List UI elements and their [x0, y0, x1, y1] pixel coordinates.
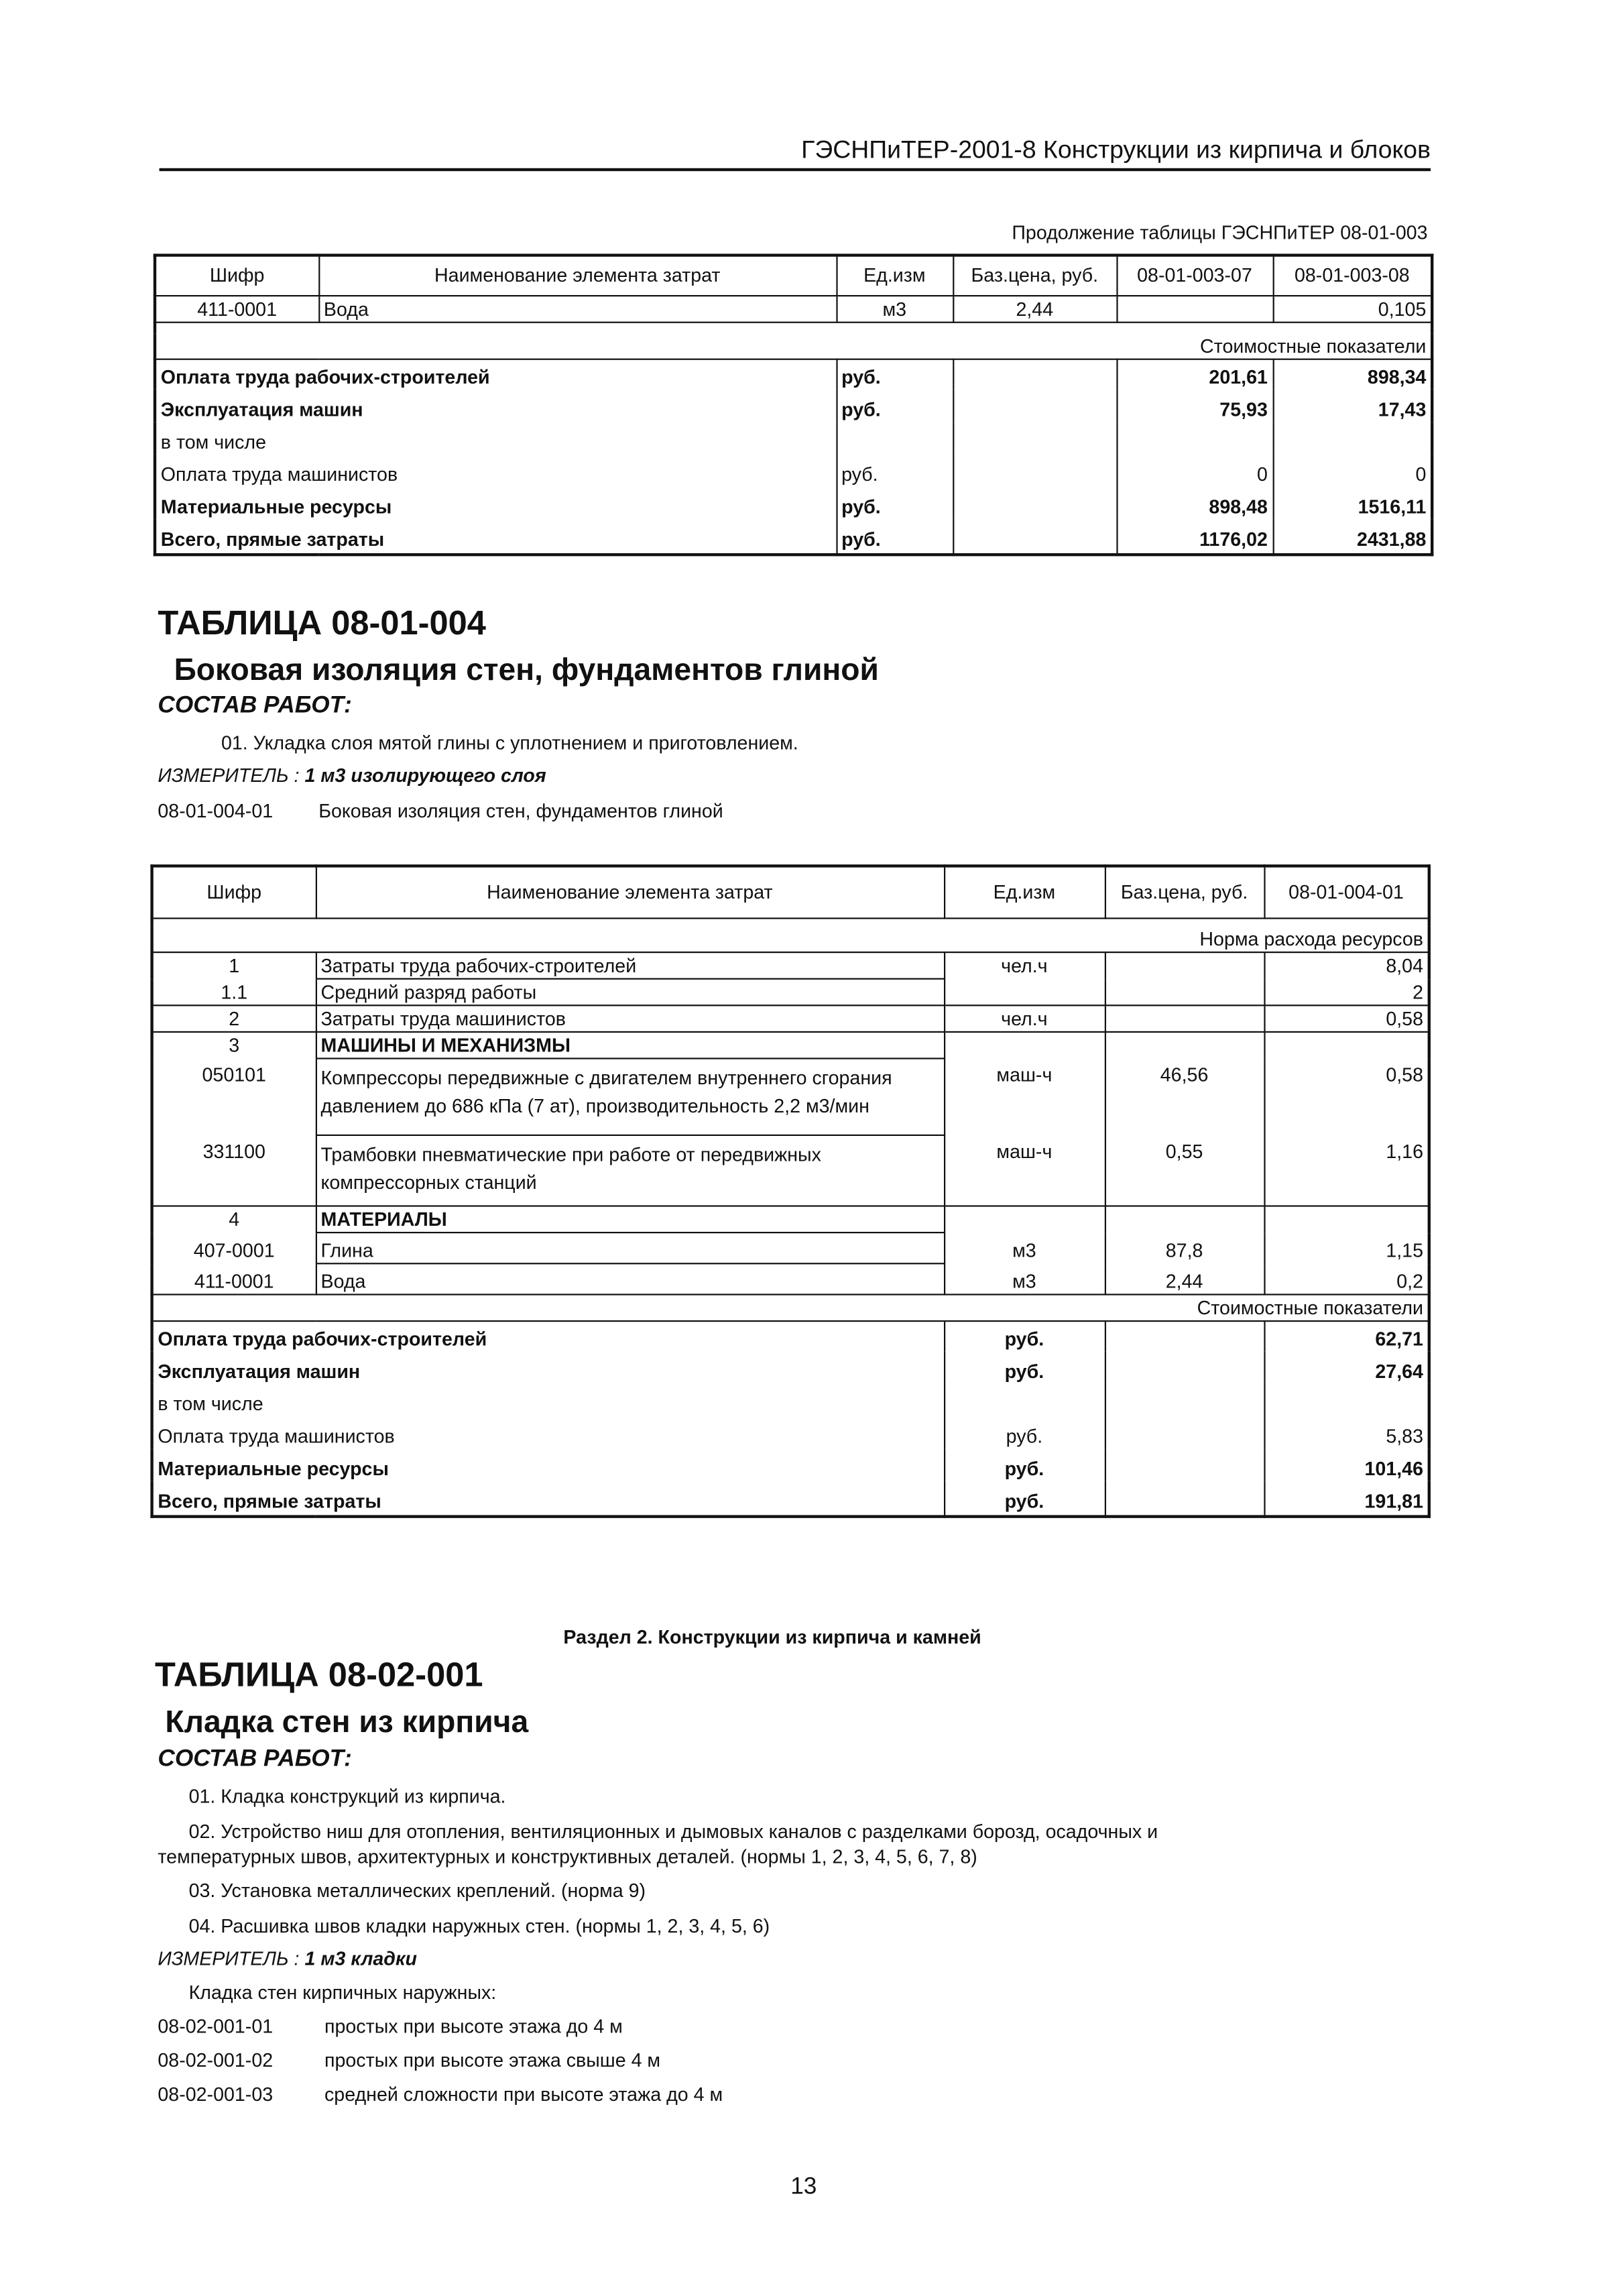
cost-unit: руб. [836, 359, 953, 390]
cost-value-07: 75,93 [1116, 390, 1272, 422]
cost-label: в том числе [152, 1384, 944, 1416]
cost-value [1264, 1384, 1429, 1416]
table-subtitle: Кладка стен из кирпича [165, 1705, 529, 1739]
cost-value-08: 0 [1273, 455, 1433, 487]
measure-line [158, 1947, 417, 1969]
cost-row [152, 1384, 1429, 1416]
cost-row [152, 1481, 1429, 1517]
works-heading: СОСТАВ РАБОТ: [158, 1746, 352, 1772]
cell-section-name: МАТЕРИАЛЫ [316, 1206, 944, 1233]
cost-unit: руб. [836, 519, 953, 555]
table-row [152, 1263, 1429, 1294]
measure-value: 1 м3 кладки [304, 1947, 417, 1969]
cost-price [953, 422, 1116, 454]
cell-code: 1 [152, 952, 316, 979]
cell-code: 407-0001 [152, 1232, 316, 1263]
cost-indicators-label: Стоимостные показатели [155, 333, 1432, 359]
cost-label: Всего, прямые затраты [155, 519, 836, 555]
cost-unit [944, 1384, 1105, 1416]
cell-price: 2,44 [953, 295, 1116, 322]
section-heading: Раздел 2. Конструкции из кирпича и камней [563, 1625, 981, 1648]
cell-value: 2 [1264, 979, 1429, 1006]
cost-price [953, 519, 1116, 555]
cell-code: 411-0001 [155, 295, 318, 322]
cell-price: 2,44 [1105, 1263, 1264, 1294]
table-header-row [152, 866, 1429, 917]
table-title: ТАБЛИЦА 08-02-001 [155, 1655, 483, 1694]
cost-price [1105, 1384, 1264, 1416]
norm-code: 08-02-001-01 [158, 2015, 274, 2038]
cell-code: 411-0001 [152, 1263, 316, 1294]
cell-value: 1,16 [1264, 1135, 1429, 1206]
cost-label: Оплата труда рабочих-строителей [155, 359, 836, 390]
cost-indicators-label: Стоимостные показатели [152, 1295, 1429, 1322]
table-row [152, 1206, 1429, 1233]
cost-value: 101,46 [1264, 1448, 1429, 1481]
col-header-unit: Ед.изм [944, 866, 1105, 917]
col-header-code: Шифр [152, 866, 316, 917]
norm-code: 08-01-004-01 [158, 799, 274, 822]
cell-code: 1.1 [152, 979, 316, 1006]
cell-unit [944, 1206, 1105, 1233]
cell-unit: м3 [944, 1263, 1105, 1294]
cost-row [155, 519, 1432, 555]
list-intro: Кладка стен кирпичных наружных: [188, 1981, 497, 2004]
cost-row [155, 455, 1432, 487]
work-item: 03. Установка металлических креплений. (норма 9) [188, 1879, 646, 1902]
cost-price [1105, 1481, 1264, 1517]
cell-price [1105, 952, 1264, 979]
cost-value: 27,64 [1264, 1351, 1429, 1383]
cost-value-07: 201,61 [1116, 359, 1272, 390]
cost-unit: руб. [944, 1416, 1105, 1448]
measure-label: ИЗМЕРИТЕЛЬ : [158, 1947, 300, 1969]
cell-unit [944, 979, 1105, 1006]
norm-description: простых при высоте этажа свыше 4 м [324, 2049, 661, 2071]
cost-value-08: 1516,11 [1273, 487, 1433, 519]
table-row [152, 1135, 1429, 1206]
cell-value: 0,58 [1264, 1005, 1429, 1032]
col-header-name: Наименование элемента затрат [318, 255, 836, 295]
cost-value-08 [1273, 422, 1433, 454]
table-row [152, 1059, 1429, 1135]
cost-unit: руб. [944, 1351, 1105, 1383]
cost-value-08: 898,34 [1273, 359, 1433, 390]
col-header-unit: Ед.изм [836, 255, 953, 295]
header-rule [160, 168, 1431, 171]
continuation-caption: Продолжение таблицы ГЭСНПиТЕР 08-01-003 [1012, 221, 1428, 243]
norm-header-row [152, 927, 1429, 953]
measure-label: ИЗМЕРИТЕЛЬ : [158, 764, 300, 787]
cost-label: Материальные ресурсы [155, 487, 836, 519]
page-number: 13 [790, 2174, 817, 2200]
col-header-name: Наименование элемента затрат [316, 866, 944, 917]
cell-code: 3 [152, 1032, 316, 1059]
cell-section-name: МАШИНЫ И МЕХАНИЗМЫ [316, 1032, 944, 1059]
cost-row [155, 390, 1432, 422]
cost-price [1105, 1448, 1264, 1481]
cost-row [152, 1351, 1429, 1383]
cost-price [953, 359, 1116, 390]
col-header-code: Шифр [155, 255, 318, 295]
cell-value-07 [1116, 295, 1272, 322]
cost-price [953, 455, 1116, 487]
measure-line [158, 764, 546, 787]
cost-price [1105, 1351, 1264, 1383]
col-header-price: Баз.цена, руб. [1105, 866, 1264, 917]
cost-unit: руб. [944, 1321, 1105, 1351]
norm-description: средней сложности при высоте этажа до 4 м [324, 2083, 723, 2106]
table-header-row [155, 255, 1432, 295]
cell-name: Вода [318, 295, 836, 322]
col-header-price: Баз.цена, руб. [953, 255, 1116, 295]
cell-name: Вода [316, 1263, 944, 1294]
work-item: 04. Расшивка швов кладки наружных стен. (нормы 1, 2, 3, 4, 5, 6) [188, 1914, 770, 1937]
cost-price [953, 487, 1116, 519]
cell-name: Средний разряд работы [316, 979, 944, 1006]
cost-label: Оплата труда машинистов [155, 455, 836, 487]
work-item: 02. Устройство ниш для отопления, вентиляционных и дымовых каналов с разделками борозд, осадочных и [188, 1820, 1158, 1843]
cost-price [1105, 1321, 1264, 1351]
cell-unit: маш-ч [944, 1059, 1105, 1135]
cost-unit: руб. [836, 390, 953, 422]
cell-unit [944, 1032, 1105, 1059]
cell-unit: чел.ч [944, 952, 1105, 979]
cost-label: Оплата труда рабочих-строителей [152, 1321, 944, 1351]
norm-code: 08-02-001-03 [158, 2083, 274, 2106]
cell-price [1105, 979, 1264, 1006]
cell-code: 2 [152, 1005, 316, 1032]
cost-unit: руб. [944, 1481, 1105, 1517]
norm-description: простых при высоте этажа до 4 м [324, 2015, 623, 2038]
cell-unit: чел.ч [944, 1005, 1105, 1032]
cost-value-08: 17,43 [1273, 390, 1433, 422]
cell-value-08: 0,105 [1273, 295, 1433, 322]
work-item-continuation: температурных швов, архитектурных и конструктивных деталей. (нормы 1, 2, 3, 4, 5, 6, 7, 8) [158, 1845, 977, 1868]
table-subtitle: Боковая изоляция стен, фундаментов глиной [174, 653, 879, 688]
table-row [152, 1032, 1429, 1059]
cell-name: Трамбовки пневматические при работе от передвижных компрессорных станций [316, 1135, 944, 1206]
cell-price [1105, 1032, 1264, 1059]
cell-unit: м3 [944, 1232, 1105, 1263]
table-row [152, 1232, 1429, 1263]
cost-row [155, 487, 1432, 519]
cost-label: в том числе [155, 422, 836, 454]
cost-price [1105, 1416, 1264, 1448]
norm-header-label: Норма расхода ресурсов [152, 927, 1429, 953]
cost-value-07 [1116, 422, 1272, 454]
col-header-norm-07: 08-01-003-07 [1116, 255, 1272, 295]
cell-value: 0,2 [1264, 1263, 1429, 1294]
cost-label: Всего, прямые затраты [152, 1481, 944, 1517]
table-row [155, 295, 1432, 322]
cell-value [1264, 1032, 1429, 1059]
works-heading: СОСТАВ РАБОТ: [158, 693, 352, 719]
table-row [152, 1005, 1429, 1032]
cell-name: Глина [316, 1232, 944, 1263]
work-item: 01. Укладка слоя мятой глины с уплотнением и приготовлением. [221, 732, 798, 754]
cell-name: Затраты труда машинистов [316, 1005, 944, 1032]
cell-price: 0,55 [1105, 1135, 1264, 1206]
table-row [152, 952, 1429, 979]
cell-value [1264, 1206, 1429, 1233]
work-item: 01. Кладка конструкций из кирпича. [188, 1785, 506, 1807]
cost-price [953, 390, 1116, 422]
resource-table-08-01-004 [150, 864, 1431, 1518]
cell-code: 4 [152, 1206, 316, 1233]
cost-label: Материальные ресурсы [152, 1448, 944, 1481]
cell-code: 331100 [152, 1135, 316, 1206]
cost-row [155, 359, 1432, 390]
cost-value-07: 1176,02 [1116, 519, 1272, 555]
cost-row [152, 1416, 1429, 1448]
cost-row [155, 422, 1432, 454]
norm-code: 08-02-001-02 [158, 2049, 274, 2071]
cell-value: 1,15 [1264, 1232, 1429, 1263]
cost-unit [836, 422, 953, 454]
cost-unit: руб. [836, 455, 953, 487]
col-header-norm: 08-01-004-01 [1264, 866, 1429, 917]
cost-value: 191,81 [1264, 1481, 1429, 1517]
cell-unit: маш-ч [944, 1135, 1105, 1206]
cost-unit: руб. [836, 487, 953, 519]
cost-label: Эксплуатация машин [152, 1351, 944, 1383]
cost-table-08-01-003 [154, 253, 1434, 556]
cell-price [1105, 1206, 1264, 1233]
running-header: ГЭСНПиТЕР-2001-8 Конструкции из кирпича и блоков [801, 135, 1431, 164]
cost-row [152, 1448, 1429, 1481]
cost-value: 5,83 [1264, 1416, 1429, 1448]
cost-row [152, 1321, 1429, 1351]
cost-unit: руб. [944, 1448, 1105, 1481]
cell-price [1105, 1005, 1264, 1032]
cell-value: 8,04 [1264, 952, 1429, 979]
cell-name: Компрессоры передвижные с двигателем внутреннего сгорания давлением до 686 кПа (7 ат), производительность 2,2 м3/мин [316, 1059, 944, 1135]
table-row [152, 979, 1429, 1006]
cost-value-08: 2431,88 [1273, 519, 1433, 555]
col-header-norm-08: 08-01-003-08 [1273, 255, 1433, 295]
cost-value-07: 0 [1116, 455, 1272, 487]
norm-description: Боковая изоляция стен, фундаментов глиной [318, 799, 723, 822]
cell-unit: м3 [836, 295, 953, 322]
table-title: ТАБЛИЦА 08-01-004 [158, 603, 486, 642]
cell-code: 050101 [152, 1059, 316, 1135]
cost-value: 62,71 [1264, 1321, 1429, 1351]
cell-price: 87,8 [1105, 1232, 1264, 1263]
cost-value-07: 898,48 [1116, 487, 1272, 519]
cost-indicators-header-row [152, 1295, 1429, 1322]
cell-name: Затраты труда рабочих-строителей [316, 952, 944, 979]
cost-label: Оплата труда машинистов [152, 1416, 944, 1448]
cost-label: Эксплуатация машин [155, 390, 836, 422]
cell-price: 46,56 [1105, 1059, 1264, 1135]
cost-indicators-header-row [155, 333, 1432, 359]
cell-value: 0,58 [1264, 1059, 1429, 1135]
measure-value: 1 м3 изолирующего слоя [304, 764, 546, 787]
